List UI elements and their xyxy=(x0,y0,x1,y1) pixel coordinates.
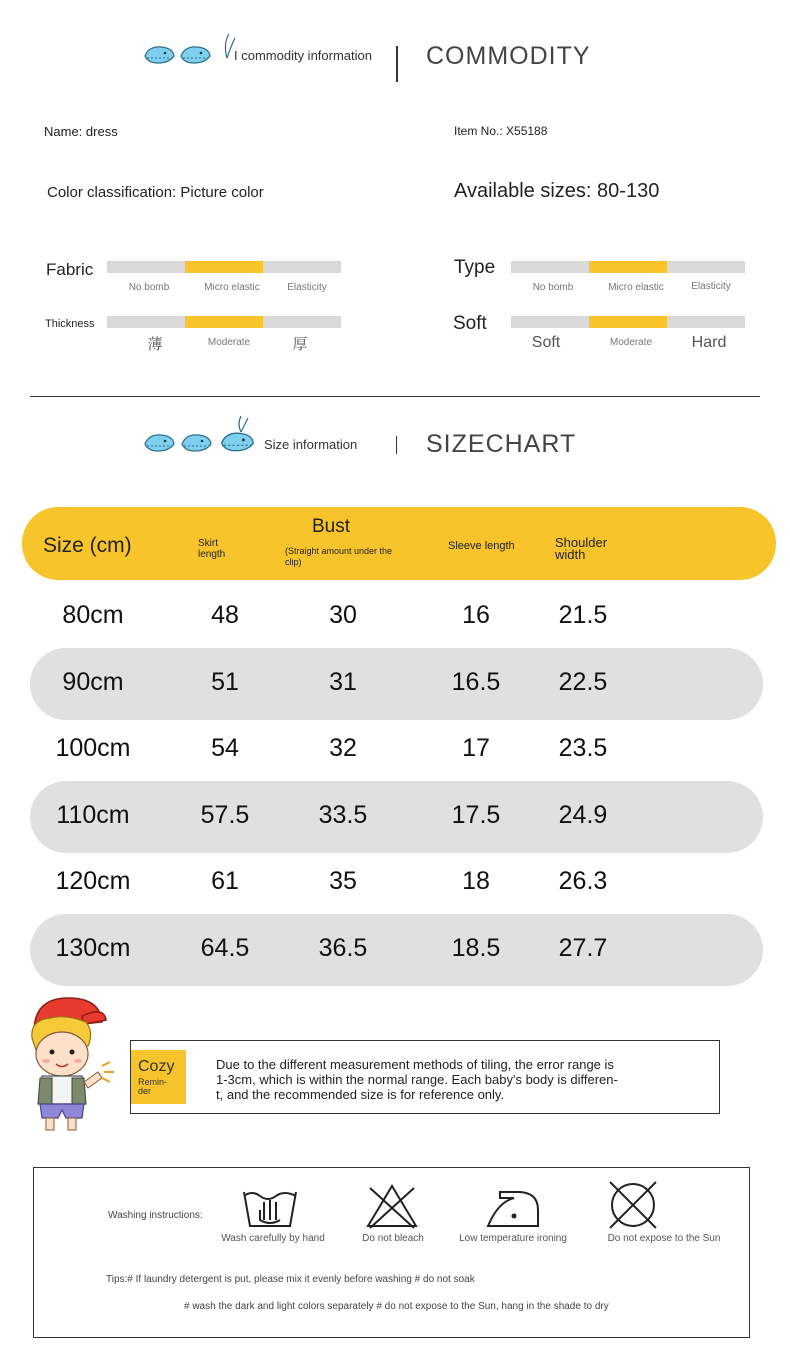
whale-icon xyxy=(180,432,214,454)
header-skirt-length xyxy=(198,538,225,560)
fabric-option: No bomb xyxy=(128,282,170,293)
table-cell: 90cm xyxy=(62,667,124,696)
table-cell: 22.5 xyxy=(558,667,608,696)
table-row xyxy=(30,714,763,786)
cozy-subtitle-line: der xyxy=(138,1086,152,1096)
no-bleach-label: Do not bleach xyxy=(362,1233,424,1244)
table-cell: 54 xyxy=(211,734,239,762)
thickness-scale-fill xyxy=(185,316,263,328)
cozy-subtitle xyxy=(138,1078,167,1096)
header-skirt-line: Skirt xyxy=(198,538,218,549)
no-bleach-icon xyxy=(364,1182,420,1230)
thickness-option: 薄 xyxy=(147,336,163,353)
type-scale-fill xyxy=(589,261,667,273)
whale-spout-icon xyxy=(231,414,251,434)
header-bust: Bust xyxy=(312,516,351,537)
table-cell: 100cm xyxy=(55,734,131,762)
commodity-header-small: I commodity information xyxy=(234,48,372,63)
cozy-subtitle-line: Remin- xyxy=(138,1077,168,1087)
header-shoulder-width xyxy=(555,537,607,561)
table-cell: 26.3 xyxy=(558,867,608,895)
thickness-scale xyxy=(107,316,341,328)
washing-tip: Tips:# If laundry detergent is put, please mix it evenly before washing # do not soak xyxy=(106,1274,475,1285)
washing-tip: # wash the dark and light colors separately # do not expose to the Sun, hang in the shade to dry xyxy=(184,1301,609,1312)
table-row xyxy=(30,914,763,986)
soft-option: Soft xyxy=(531,334,561,351)
fabric-scale-fill xyxy=(185,261,263,273)
header-bust-note xyxy=(285,546,392,568)
table-cell: 18 xyxy=(462,867,490,895)
table-cell: 17.5 xyxy=(451,800,501,829)
type-label: Type xyxy=(454,257,496,278)
cozy-badge xyxy=(131,1050,186,1104)
type-option: No bomb xyxy=(532,282,574,293)
header-skirt-line: length xyxy=(198,549,226,560)
fabric-scale xyxy=(107,261,341,273)
soft-label: Soft xyxy=(453,313,487,334)
whale-icon xyxy=(143,44,177,66)
header-shoulder-line: Shoulder xyxy=(555,535,608,550)
no-sun-label: Do not expose to the Sun xyxy=(607,1233,721,1244)
table-cell: 110cm xyxy=(56,800,130,829)
soft-scale xyxy=(511,316,745,328)
cartoon-boy-icon xyxy=(22,992,118,1138)
table-cell: 32 xyxy=(329,734,357,762)
table-cell: 21.5 xyxy=(558,601,608,629)
table-cell: 57.5 xyxy=(200,800,250,829)
table-cell: 27.7 xyxy=(558,933,608,962)
color-classification: Color classification: Picture color xyxy=(47,184,264,201)
table-cell: 33.5 xyxy=(318,800,368,829)
table-cell: 18.5 xyxy=(451,933,501,962)
item-number: Item No.: X55188 xyxy=(454,124,548,138)
thickness-option: 厚 xyxy=(292,336,308,353)
header-size: Size (cm) xyxy=(43,534,132,557)
section-divider xyxy=(30,396,760,397)
type-option: Elasticity xyxy=(691,281,731,292)
whale-icon xyxy=(179,44,213,66)
soft-scale-fill xyxy=(589,316,667,328)
cozy-title: Cozy xyxy=(138,1058,175,1075)
table-cell: 120cm xyxy=(55,867,131,895)
reminder-text xyxy=(216,1057,686,1102)
commodity-header-big: COMMODITY xyxy=(426,42,591,70)
header-separator xyxy=(396,436,397,454)
reminder-line: Due to the different measurement methods of tiling, the error range is xyxy=(216,1057,614,1072)
fabric-label: Fabric xyxy=(46,260,94,279)
table-cell: 130cm xyxy=(55,933,131,962)
header-separator xyxy=(396,46,398,82)
table-row xyxy=(30,648,763,720)
table-cell: 31 xyxy=(329,667,357,696)
table-cell: 36.5 xyxy=(318,933,368,962)
low-iron-label: Low temperature ironing xyxy=(459,1233,567,1244)
table-row xyxy=(30,847,763,919)
header-bust-note-line: (Straight amount under the xyxy=(285,546,393,556)
size-header-small: Size information xyxy=(264,437,358,452)
table-cell: 23.5 xyxy=(558,734,608,762)
thickness-label: Thickness xyxy=(45,318,95,330)
hand-wash-label: Wash carefully by hand xyxy=(221,1233,325,1244)
table-cell: 51 xyxy=(211,667,239,696)
table-cell: 30 xyxy=(329,601,357,629)
available-sizes: Available sizes: 80-130 xyxy=(454,180,660,202)
washing-title: Washing instructions: xyxy=(108,1210,203,1221)
table-cell: 80cm xyxy=(62,601,124,629)
whale-decoration xyxy=(143,414,263,454)
header-sleeve-length: Sleeve length xyxy=(448,540,515,552)
table-row xyxy=(30,581,763,653)
table-row xyxy=(30,781,763,853)
product-name: Name: dress xyxy=(44,124,118,139)
fabric-option: Micro elastic xyxy=(204,282,260,293)
header-shoulder-line: width xyxy=(555,547,586,562)
table-cell: 64.5 xyxy=(200,933,250,962)
whale-decoration xyxy=(143,30,233,70)
table-cell: 16 xyxy=(462,601,490,629)
whale-icon xyxy=(143,432,177,454)
type-option: Micro elastic xyxy=(608,282,664,293)
hand-wash-icon xyxy=(240,1182,300,1230)
size-chart-header xyxy=(22,507,776,580)
table-cell: 61 xyxy=(211,867,239,895)
reminder-line: 1-3cm, which is within the normal range. Each baby's body is differen- xyxy=(216,1072,618,1087)
no-sun-icon xyxy=(606,1180,660,1230)
low-iron-icon xyxy=(484,1186,542,1230)
fabric-option: Elasticity xyxy=(287,282,327,293)
table-cell: 48 xyxy=(211,601,239,629)
type-scale xyxy=(511,261,745,273)
soft-option: Hard xyxy=(691,334,727,351)
thickness-option: Moderate xyxy=(207,337,251,348)
size-header-big: SIZECHART xyxy=(426,430,577,458)
soft-option: Moderate xyxy=(609,337,653,348)
table-cell: 24.9 xyxy=(558,800,608,829)
table-cell: 35 xyxy=(329,867,357,895)
header-bust-note-line: clip) xyxy=(285,557,302,567)
table-cell: 16.5 xyxy=(451,667,501,696)
reminder-line: t, and the recommended size is for reference only. xyxy=(216,1087,505,1102)
table-cell: 17 xyxy=(462,734,490,762)
